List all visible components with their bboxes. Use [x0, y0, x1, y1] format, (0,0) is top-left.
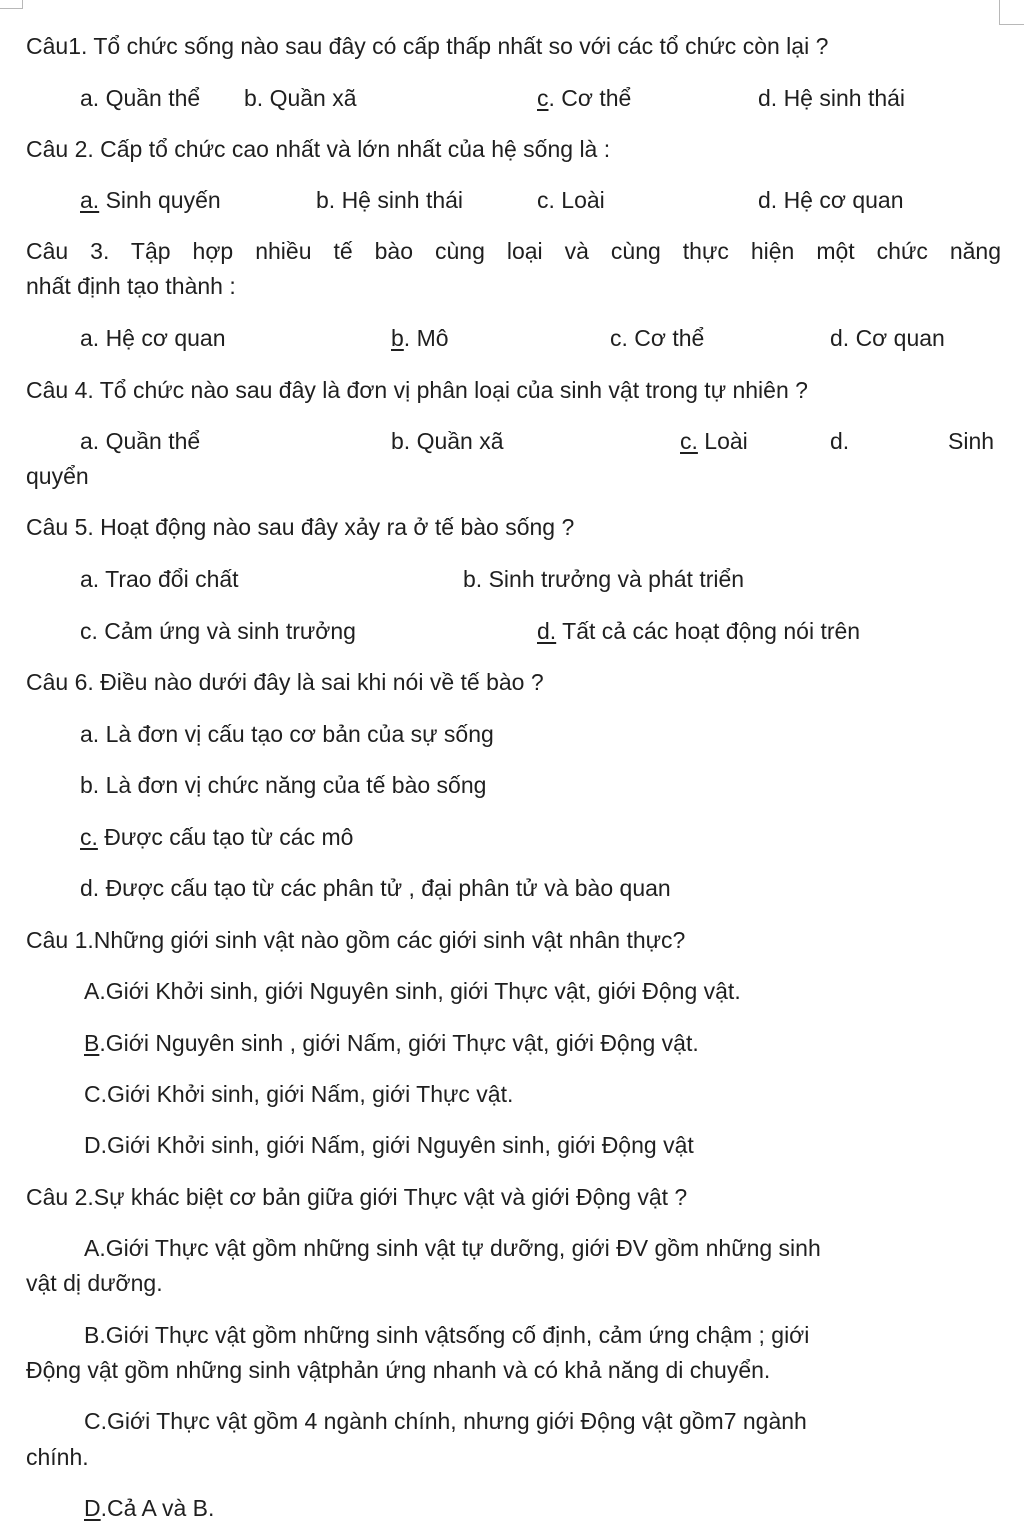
q2-option-a-text: Sinh quyến: [99, 187, 221, 213]
q3-option-b-text: . Mô: [403, 325, 449, 351]
q3-answer-mark: b: [391, 325, 404, 351]
q5-option-d-text: Tất cả các hoạt động nói trên: [556, 618, 861, 644]
question-7-text: Câu 1.Những giới sinh vật nào gồm các giới sinh vật nhân thực?: [26, 927, 686, 953]
q1-option-a: a. Quần thể: [80, 85, 201, 111]
q7-option-b-text: .Giới Nguyên sinh , giới Nấm, giới Thực vật, giới Động vật.: [99, 1030, 699, 1056]
q4-option-a: a. Quần thể: [80, 428, 201, 454]
q3-option-c: c. Cơ thể: [610, 325, 705, 351]
question-4-text: Câu 4. Tổ chức nào sau đây là đơn vị phân loại của sinh vật trong tự nhiên ?: [26, 377, 808, 403]
question-8-text: Câu 2.Sự khác biệt cơ bản giữa giới Thực vật và giới Động vật ?: [26, 1184, 688, 1210]
q4-option-c-text: Loài: [697, 428, 748, 454]
question-6-text: Câu 6. Điều nào dưới đây là sai khi nói về tế bào ?: [26, 669, 544, 695]
page-corner-mark-left: [0, 0, 23, 9]
q7-option-b: [84, 1029, 699, 1057]
q2-option-a: [80, 186, 221, 214]
question-1-text: Câu1. Tổ chức sống nào sau đây có cấp thấp nhất so với các tổ chức còn lại ?: [26, 33, 829, 59]
q8-option-a-line1: A.Giới Thực vật gồm những sinh vật tự dưỡng, giới ĐV gồm những sinh: [84, 1235, 821, 1261]
q8-option-b-line1: B.Giới Thực vật gồm những sinh vậtsống cố định, cảm ứng chậm ; giới: [84, 1322, 810, 1348]
q6-option-b: b. Là đơn vị chức năng của tế bào sống: [80, 772, 487, 798]
q7-option-d: D.Giới Khởi sinh, giới Nấm, giới Nguyên sinh, giới Động vật: [84, 1132, 694, 1158]
q6-option-c: [80, 823, 353, 851]
q3-option-b: [391, 324, 449, 352]
q7-option-a: A.Giới Khởi sinh, giới Nguyên sinh, giới Thực vật, giới Động vật.: [84, 978, 741, 1004]
q3-option-a: a. Hệ cơ quan: [80, 325, 226, 351]
q4-option-b: b. Quần xã: [391, 428, 504, 454]
question-5-text: Câu 5. Hoạt động nào sau đây xảy ra ở tế bào sống ?: [26, 514, 575, 540]
q4-option-d-text-line2: quyển: [26, 463, 89, 489]
q5-option-b: b. Sinh trưởng và phát triển: [463, 566, 745, 592]
question-3-text-line1: Câu 3. Tập hợp nhiều tế bào cùng loại và cùng thực hiện một chức năng: [26, 238, 1001, 264]
q3-option-d: d. Cơ quan: [830, 325, 945, 351]
q5-option-d: [537, 617, 860, 645]
q2-answer-mark: a.: [80, 187, 100, 213]
q2-option-b: b. Hệ sinh thái: [316, 187, 464, 213]
q5-option-a: a. Trao đổi chất: [80, 566, 239, 592]
q6-option-d: d. Được cấu tạo từ các phân tử , đại phân tử và bào quan: [80, 875, 671, 901]
q4-option-d-text-line1: Sinh: [948, 428, 995, 454]
q8-option-c-line1: C.Giới Thực vật gồm 4 ngành chính, nhưng giới Động vật gồm7 ngành: [84, 1408, 807, 1434]
q8-answer-mark: D: [84, 1495, 101, 1521]
q2-option-c: c. Loài: [537, 187, 605, 213]
q8-option-a-line2: vật dị dưỡng.: [26, 1270, 163, 1296]
question-3-text-line2: nhất định tạo thành :: [26, 273, 236, 299]
q6-option-c-text: Được cấu tạo từ các mô: [97, 824, 354, 850]
q8-option-c-line2: chính.: [26, 1444, 89, 1470]
q8-option-b-line2: Động vật gồm những sinh vậtphản ứng nhanh và có khả năng di chuyển.: [26, 1357, 771, 1383]
q1-option-b: b. Quần xã: [244, 85, 357, 111]
q1-option-d: d. Hệ sinh thái: [758, 85, 906, 111]
q1-option-c-text: . Cơ thể: [548, 85, 632, 111]
q7-answer-mark: B: [84, 1030, 100, 1056]
question-2-text: Câu 2. Cấp tổ chức cao nhất và lớn nhất của hệ sống là :: [26, 136, 611, 162]
page-corner-mark-right: [999, 0, 1024, 25]
q7-option-c: C.Giới Khởi sinh, giới Nấm, giới Thực vật.: [84, 1081, 514, 1107]
q6-option-a: a. Là đơn vị cấu tạo cơ bản của sự sống: [80, 721, 494, 747]
q6-answer-mark: c.: [80, 824, 98, 850]
q8-option-d: [84, 1494, 214, 1522]
q1-option-c: [537, 84, 631, 112]
q1-answer-mark: c: [537, 85, 549, 111]
q5-option-c: c. Cảm ứng và sinh trưởng: [80, 618, 356, 644]
q4-answer-mark: c.: [680, 428, 698, 454]
q5-answer-mark: d.: [537, 618, 557, 644]
q2-option-d: d. Hệ cơ quan: [758, 187, 904, 213]
q4-option-d-label: d.: [830, 428, 850, 454]
q8-option-d-text: .Cả A và B.: [100, 1495, 215, 1521]
q4-option-c: [680, 427, 748, 455]
